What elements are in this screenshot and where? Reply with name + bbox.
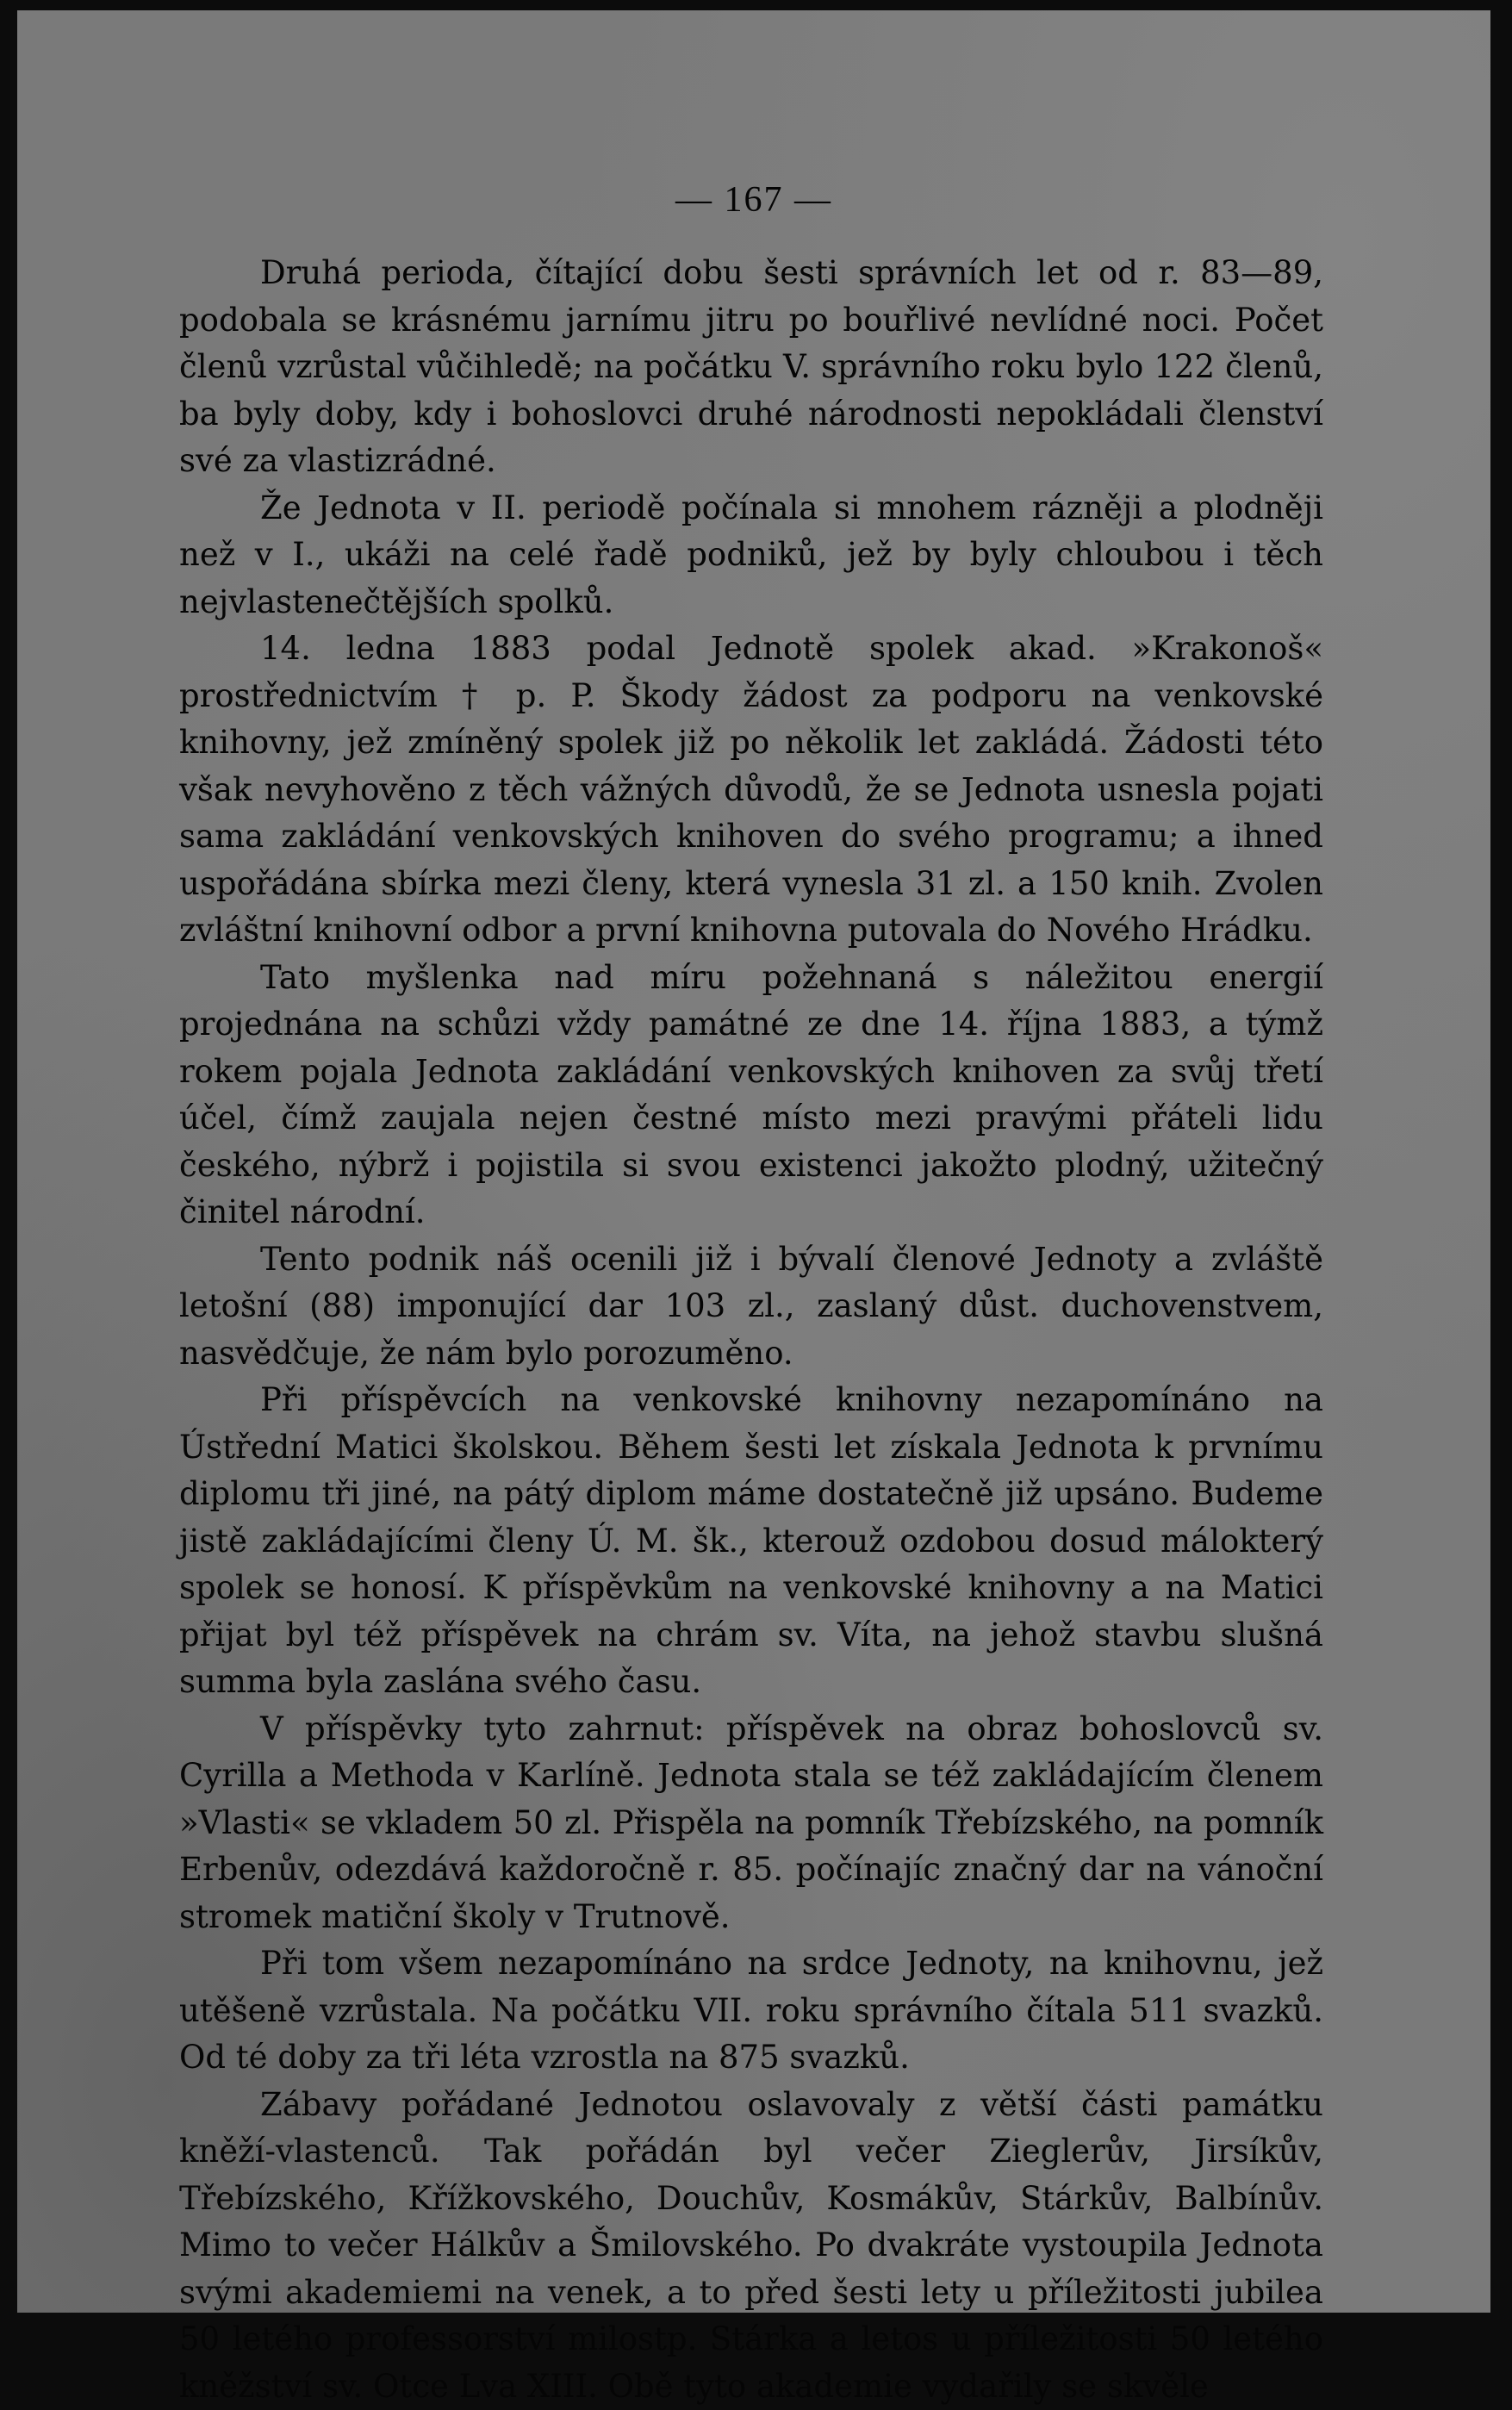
page-number: — 167 — <box>17 179 1490 221</box>
paragraph: V příspěvky tyto zahrnut: příspěvek na obraz bohoslovců sv. Cyrilla a Methoda v Karlíně. Jednota stala se též zakládajícím členem »Vlasti« se vkladem 50 zl. Přispěla na pomník Třebízského, na pomník Erbenův, odezdává každoročně r. 85. počínajíc značný dar na vánoční stromek matiční školy v Trutnově. <box>179 1706 1323 1941</box>
paragraph: 14. ledna 1883 podal Jednotě spolek akad. »Krakonoš« prostřednictvím † p. P. Škody žádost za podporu na venkovské knihovny, jež zmíněný spolek již po několik let zakládá. Žádosti této však nevyhověno z těch vážných důvodů, že se Jednota usnesla pojati sama zakládání venkovských knihoven do svého programu; a ihned uspořádána sbírka mezi členy, která vynesla 31 zl. a 150 knih. Zvolen zvláštní knihovní odbor a první knihovna putovala do Nového Hrádku. <box>179 626 1323 955</box>
paragraph: Tento podnik náš ocenili již i bývalí členové Jednoty a zvláště letošní (88) imponující dar 103 zl., zaslaný důst. duchovenstvem, nasvědčuje, že nám bylo porozuměno. <box>179 1236 1323 1378</box>
paragraph: Při příspěvcích na venkovské knihovny nezapomínáno na Ústřední Matici školskou. Během šesti let získala Jednota k prvnímu diplomu tři jiné, na pátý diplom máme dostatečně již upsáno. Budeme jistě zakládajícími členy Ú. M. šk., kterouž ozdobou dosud málokterý spolek se honosí. K příspěvkům na venkovské knihovny a na Matici přijat byl též příspěvek na chrám sv. Víta, na jehož stavbu slušná summa byla zaslána svého času. <box>179 1377 1323 1706</box>
paragraph: Druhá perioda, čítající dobu šesti správních let od r. 83—89, podobala se krásnému jarnímu jitru po bouřlivé nevlídné noci. Počet členů vzrůstal vůčihledě; na počátku V. správního roku bylo 122 členů, ba byly doby, kdy i bohoslovci druhé národnosti nepokládali členství své za vlastizrádné. <box>179 250 1323 485</box>
paragraph: Při tom všem nezapomínáno na srdce Jednoty, na knihovnu, jež utěšeně vzrůstala. Na počátku VII. roku správního čítala 511 svazků. Od té doby za tři léta vzrostla na 875 svazků. <box>179 1940 1323 2082</box>
paragraph: Zábavy pořádané Jednotou oslavovaly z větší části památku kněží-vlastenců. Tak pořádán byl večer Zieglerův, Jirsíkův, Třebízského, Křížkovského, Douchův, Kosmákův, Stárkův, Balbínův. Mimo to večer Hálkův a Šmilovského. Po dvakráte vystoupila Jednota svými akademiemi na venek, a to před šesti lety u příležitosti jubilea 50 letého professorství milostp. Stárka a letos u příležitosti 50 letého kněžství sv. Otce Lva XIII. Obě tyto akademie vydařily se skvěle <box>179 2082 1323 2410</box>
paragraph: Tato myšlenka nad míru požehnaná s náležitou energií projednána na schůzi vždy památné ze dne 14. října 1883, a týmž rokem pojala Jednota zakládání venkovských knihoven za svůj třetí účel, čímž zaujala nejen čestné místo mezi pravými přáteli lidu českého, nýbrž i pojistila si svou existenci jakožto plodný, užitečný činitel národní. <box>179 955 1323 1236</box>
paragraph: Že Jednota v II. periodě počínala si mnohem rázněji a plodněji než v I., ukáži na celé řadě podniků, jež by byly chloubou i těch nejvlastenečtějších spolků. <box>179 485 1323 626</box>
body-text <box>179 250 1323 2410</box>
book-page <box>17 10 1490 2313</box>
